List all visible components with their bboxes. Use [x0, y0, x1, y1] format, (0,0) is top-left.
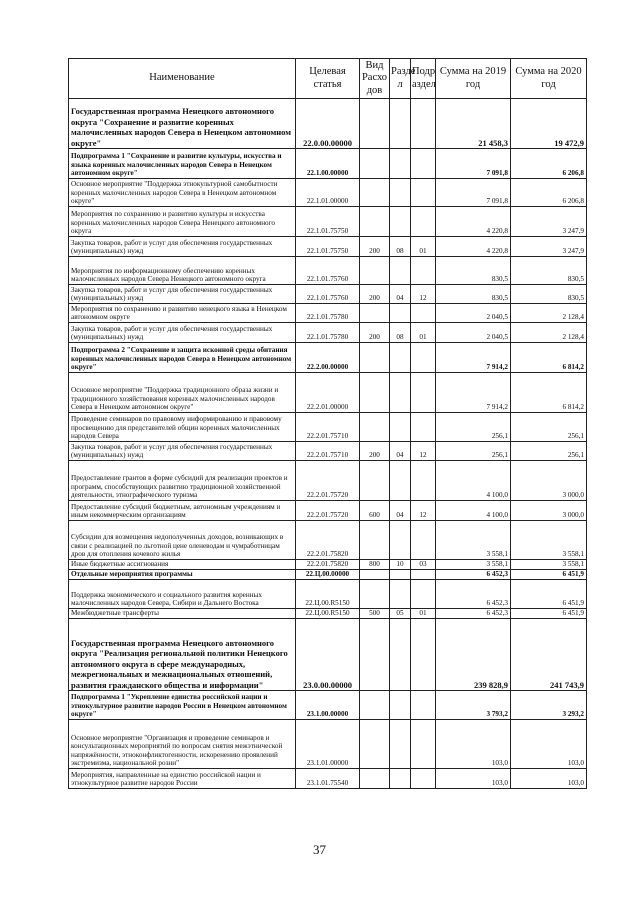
row-target-article: 22.1.01.75780 — [296, 304, 360, 323]
row-expense-type — [360, 619, 390, 691]
row-name: Подпрограмма 2 "Сохранение и защита исконной среды обитания коренных малочисленных народов Севера в Ненецком автономном округе" — [69, 343, 296, 373]
row-expense-type: 500 — [360, 609, 390, 619]
row-expense-type — [360, 99, 390, 149]
row-section — [390, 413, 411, 442]
row-target-article: 22.1.01.75750 — [296, 237, 360, 257]
row-sum-2020: 3 293,2 — [511, 691, 587, 720]
header-expense-type: Вид Расхо дов — [360, 59, 390, 99]
row-name: Закупка товаров, работ и услуг для обеспечения государственных (муниципальных) нужд — [69, 237, 296, 257]
row-section: 05 — [390, 609, 411, 619]
row-expense-type — [360, 580, 390, 609]
budget-table — [68, 58, 587, 789]
row-sum-2020: 6 814,2 — [511, 373, 587, 413]
row-expense-type — [360, 570, 390, 580]
row-target-article: 23.1.01.75540 — [296, 769, 360, 789]
row-subsection — [411, 461, 436, 501]
table-row — [69, 442, 587, 461]
row-section: 04 — [390, 442, 411, 461]
row-subsection: 03 — [411, 560, 436, 570]
row-name: Основное мероприятие "Организация и проведение семинаров и консультационных мероприятий по вопросам снятия межэтнической напряжённости, этноконфликтогенности, искоренению проявлений экстремизма, национальной розни" — [69, 720, 296, 769]
row-sum-2019: 239 828,9 — [436, 619, 511, 691]
row-section: 04 — [390, 501, 411, 521]
row-name: Поддержка экономического и социального развития коренных малочисленных народов Севера, Сибири и Дальнего Востока — [69, 580, 296, 609]
row-sum-2019: 4 100,0 — [436, 461, 511, 501]
row-target-article: 22.2.00.00000 — [296, 343, 360, 373]
row-expense-type — [360, 720, 390, 769]
row-section: 08 — [390, 237, 411, 257]
row-target-article: 22.Ц.00.R5150 — [296, 580, 360, 609]
row-sum-2020: 103,0 — [511, 720, 587, 769]
row-target-article: 22.2.01.75720 — [296, 501, 360, 521]
table-row — [69, 285, 587, 304]
row-expense-type: 200 — [360, 442, 390, 461]
header-section: Разде л — [390, 59, 411, 99]
row-expense-type: 800 — [360, 560, 390, 570]
page-number: 37 — [313, 842, 326, 857]
row-target-article: 22.Ц.00.00000 — [296, 570, 360, 580]
table-row — [69, 619, 587, 691]
row-target-article: 22.1.01.75760 — [296, 257, 360, 285]
row-target-article: 22.2.01.75820 — [296, 560, 360, 570]
header-name: Наименование — [69, 59, 296, 99]
row-expense-type — [360, 343, 390, 373]
row-sum-2020: 830,5 — [511, 285, 587, 304]
row-target-article: 22.1.01.75760 — [296, 285, 360, 304]
row-subsection — [411, 619, 436, 691]
row-sum-2019: 2 040,5 — [436, 304, 511, 323]
row-section — [390, 769, 411, 789]
row-target-article: 22.Ц.00.R5150 — [296, 609, 360, 619]
row-sum-2019: 7 914,2 — [436, 343, 511, 373]
row-sum-2019: 4 100,0 — [436, 501, 511, 521]
row-sum-2020: 6 451,9 — [511, 580, 587, 609]
row-expense-type — [360, 691, 390, 720]
row-expense-type: 600 — [360, 501, 390, 521]
row-subsection — [411, 373, 436, 413]
row-expense-type — [360, 521, 390, 560]
table-row — [69, 769, 587, 789]
row-target-article: 22.1.01.75780 — [296, 323, 360, 343]
header-sum-2019: Сумма на 2019 год — [436, 59, 511, 99]
row-sum-2019: 7 091,8 — [436, 149, 511, 179]
row-sum-2019: 6 452,3 — [436, 570, 511, 580]
table-row — [69, 179, 587, 207]
row-sum-2020: 830,5 — [511, 257, 587, 285]
row-expense-type — [360, 207, 390, 237]
row-name: Субсидии для возмещения недополученных доходов, возникающих в связи с реализацией по льготной цене оленеводам и чумработницам дров для отопления кочевого жилья — [69, 521, 296, 560]
row-subsection — [411, 413, 436, 442]
row-sum-2019: 256,1 — [436, 442, 511, 461]
row-subsection — [411, 304, 436, 323]
row-sum-2020: 3 247,9 — [511, 237, 587, 257]
row-sum-2019: 7 914,2 — [436, 373, 511, 413]
row-name: Проведение семинаров по правовому информированию и правовому просвещению для представителей общин коренных малочисленных народов Севера — [69, 413, 296, 442]
row-section — [390, 580, 411, 609]
row-section — [390, 691, 411, 720]
row-sum-2019: 830,5 — [436, 257, 511, 285]
row-name: Закупка товаров, работ и услуг для обеспечения государственных (муниципальных) нужд — [69, 323, 296, 343]
row-sum-2020: 3 558,1 — [511, 521, 587, 560]
row-sum-2019: 2 040,5 — [436, 323, 511, 343]
row-target-article: 23.0.00.00000 — [296, 619, 360, 691]
row-section — [390, 207, 411, 237]
row-sum-2019: 21 458,3 — [436, 99, 511, 149]
header-subsection: Подр аздел — [411, 59, 436, 99]
row-sum-2019: 3 558,1 — [436, 560, 511, 570]
row-sum-2020: 241 743,9 — [511, 619, 587, 691]
row-sum-2019: 103,0 — [436, 769, 511, 789]
row-section — [390, 619, 411, 691]
row-target-article: 22.1.01.75750 — [296, 207, 360, 237]
table-row — [69, 521, 587, 560]
row-name: Государственная программа Ненецкого автономного округа "Сохранение и развитие коренных малочисленных народов Севера в Ненецком автономном округе" — [69, 99, 296, 149]
row-name: Отдельные мероприятия программы — [69, 570, 296, 580]
row-expense-type: 200 — [360, 323, 390, 343]
row-subsection: 01 — [411, 323, 436, 343]
row-name: Закупка товаров, работ и услуг для обеспечения государственных (муниципальных) нужд — [69, 285, 296, 304]
row-sum-2020: 6 814,2 — [511, 343, 587, 373]
table-row — [69, 207, 587, 237]
table-row — [69, 304, 587, 323]
row-target-article: 22.2.01.75710 — [296, 442, 360, 461]
row-sum-2019: 6 452,3 — [436, 580, 511, 609]
row-subsection — [411, 207, 436, 237]
row-name: Иные бюджетные ассигнования — [69, 560, 296, 570]
table-row — [69, 501, 587, 521]
table-row — [69, 237, 587, 257]
row-expense-type — [360, 461, 390, 501]
table-row — [69, 560, 587, 570]
row-name: Мероприятия по сохранению и развитию ненецкого языка в Ненецком автономном округе — [69, 304, 296, 323]
row-sum-2019: 256,1 — [436, 413, 511, 442]
row-sum-2019: 3 558,1 — [436, 521, 511, 560]
row-name: Закупка товаров, работ и услуг для обеспечения государственных (муниципальных) нужд — [69, 442, 296, 461]
row-sum-2019: 103,0 — [436, 720, 511, 769]
row-expense-type — [360, 179, 390, 207]
row-target-article: 22.1.00.00000 — [296, 149, 360, 179]
row-expense-type: 200 — [360, 285, 390, 304]
header-sum-2020: Сумма на 2020 год — [511, 59, 587, 99]
row-subsection — [411, 570, 436, 580]
row-section — [390, 461, 411, 501]
row-sum-2020: 256,1 — [511, 442, 587, 461]
row-sum-2019: 7 091,8 — [436, 179, 511, 207]
row-subsection — [411, 257, 436, 285]
row-name: Мероприятия по сохранению и развитию культуры и искусства коренных малочисленных народов Севера Ненецкого автономного округа — [69, 207, 296, 237]
row-expense-type — [360, 304, 390, 323]
row-sum-2020: 3 000,0 — [511, 461, 587, 501]
row-subsection — [411, 580, 436, 609]
row-name: Мероприятия по информационному обеспечению коренных малочисленных народов Севера Ненецкого автономного округа — [69, 257, 296, 285]
row-sum-2020: 3 558,1 — [511, 560, 587, 570]
table-row — [69, 609, 587, 619]
row-section — [390, 99, 411, 149]
row-sum-2020: 3 247,9 — [511, 207, 587, 237]
table-row — [69, 99, 587, 149]
table-row — [69, 343, 587, 373]
table-row — [69, 570, 587, 580]
row-subsection — [411, 521, 436, 560]
row-name: Государственная программа Ненецкого автономного округа "Реализация региональной политики Ненецкого автономного округа в сфере международных, межрегиональных и межнациональных отношений, развития гражданского общества и информации" — [69, 619, 296, 691]
row-name: Подпрограмма 1 "Укрепление единства российской нации и этнокультурное развитие народов России в Ненецком автономном округе" — [69, 691, 296, 720]
table-row — [69, 257, 587, 285]
row-sum-2019: 830,5 — [436, 285, 511, 304]
row-name: Предоставление субсидий бюджетным, автономным учреждениям и иным некоммерческим организациям — [69, 501, 296, 521]
row-target-article: 22.2.01.00000 — [296, 373, 360, 413]
row-section — [390, 304, 411, 323]
row-section — [390, 343, 411, 373]
row-sum-2019: 4 220,8 — [436, 207, 511, 237]
row-subsection — [411, 720, 436, 769]
row-target-article: 22.2.01.75720 — [296, 461, 360, 501]
row-section — [390, 570, 411, 580]
row-section: 10 — [390, 560, 411, 570]
row-subsection — [411, 179, 436, 207]
row-subsection: 01 — [411, 237, 436, 257]
row-sum-2020: 19 472,9 — [511, 99, 587, 149]
row-sum-2020: 2 128,4 — [511, 323, 587, 343]
header-target-article: Целевая статья — [296, 59, 360, 99]
row-name: Мероприятия, направленные на единство российской нации и этнокультурное развитие народов России — [69, 769, 296, 789]
row-target-article: 22.1.01.00000 — [296, 179, 360, 207]
row-subsection: 12 — [411, 442, 436, 461]
row-name: Межбюджетные трансферты — [69, 609, 296, 619]
row-sum-2020: 2 128,4 — [511, 304, 587, 323]
table-row — [69, 691, 587, 720]
row-expense-type — [360, 373, 390, 413]
row-subsection: 01 — [411, 609, 436, 619]
row-name: Основное мероприятие "Поддержка этнокультурной самобытности коренных малочисленных народов Севера в Ненецком автономном округе" — [69, 179, 296, 207]
row-sum-2020: 3 000,0 — [511, 501, 587, 521]
row-section — [390, 179, 411, 207]
row-section — [390, 149, 411, 179]
row-section — [390, 257, 411, 285]
row-target-article: 23.1.01.00000 — [296, 720, 360, 769]
row-sum-2020: 103,0 — [511, 769, 587, 789]
row-subsection — [411, 343, 436, 373]
row-target-article: 22.2.01.75710 — [296, 413, 360, 442]
row-target-article: 22.2.01.75820 — [296, 521, 360, 560]
row-section — [390, 521, 411, 560]
table-row — [69, 413, 587, 442]
row-sum-2020: 6 451,9 — [511, 609, 587, 619]
row-sum-2020: 256,1 — [511, 413, 587, 442]
row-section: 04 — [390, 285, 411, 304]
table-row — [69, 323, 587, 343]
row-expense-type — [360, 257, 390, 285]
row-subsection — [411, 691, 436, 720]
row-expense-type: 200 — [360, 237, 390, 257]
row-subsection — [411, 99, 436, 149]
row-expense-type — [360, 413, 390, 442]
row-target-article: 23.1.00.00000 — [296, 691, 360, 720]
table-row — [69, 580, 587, 609]
row-subsection: 12 — [411, 285, 436, 304]
row-section — [390, 373, 411, 413]
table-row — [69, 149, 587, 179]
row-section — [390, 720, 411, 769]
row-target-article: 22.0.00.00000 — [296, 99, 360, 149]
document-page — [68, 58, 586, 789]
row-sum-2020: 6 206,8 — [511, 179, 587, 207]
row-expense-type — [360, 769, 390, 789]
row-name: Подпрограмма 1 "Сохранение и развитие культуры, искусства и языка коренных малочисленных народов Севера в Ненецком автономном округе" — [69, 149, 296, 179]
table-header-row — [69, 59, 587, 99]
row-subsection: 12 — [411, 501, 436, 521]
row-section: 08 — [390, 323, 411, 343]
row-name: Основное мероприятие "Поддержка традиционного образа жизни и традиционного хозяйствования коренных малочисленных народов Севера в Ненецком автономном округе" — [69, 373, 296, 413]
row-sum-2019: 3 793,2 — [436, 691, 511, 720]
row-subsection — [411, 769, 436, 789]
row-name: Предоставление грантов в форме субсидий для реализации проектов и программ, способствующих развитию традиционной хозяйственной деятельности, этнографического туризма — [69, 461, 296, 501]
table-row — [69, 373, 587, 413]
row-expense-type — [360, 149, 390, 179]
row-sum-2019: 6 452,3 — [436, 609, 511, 619]
row-sum-2020: 6 206,8 — [511, 149, 587, 179]
row-sum-2020: 6 451,9 — [511, 570, 587, 580]
table-row — [69, 461, 587, 501]
table-row — [69, 720, 587, 769]
row-subsection — [411, 149, 436, 179]
row-sum-2019: 4 220,8 — [436, 237, 511, 257]
